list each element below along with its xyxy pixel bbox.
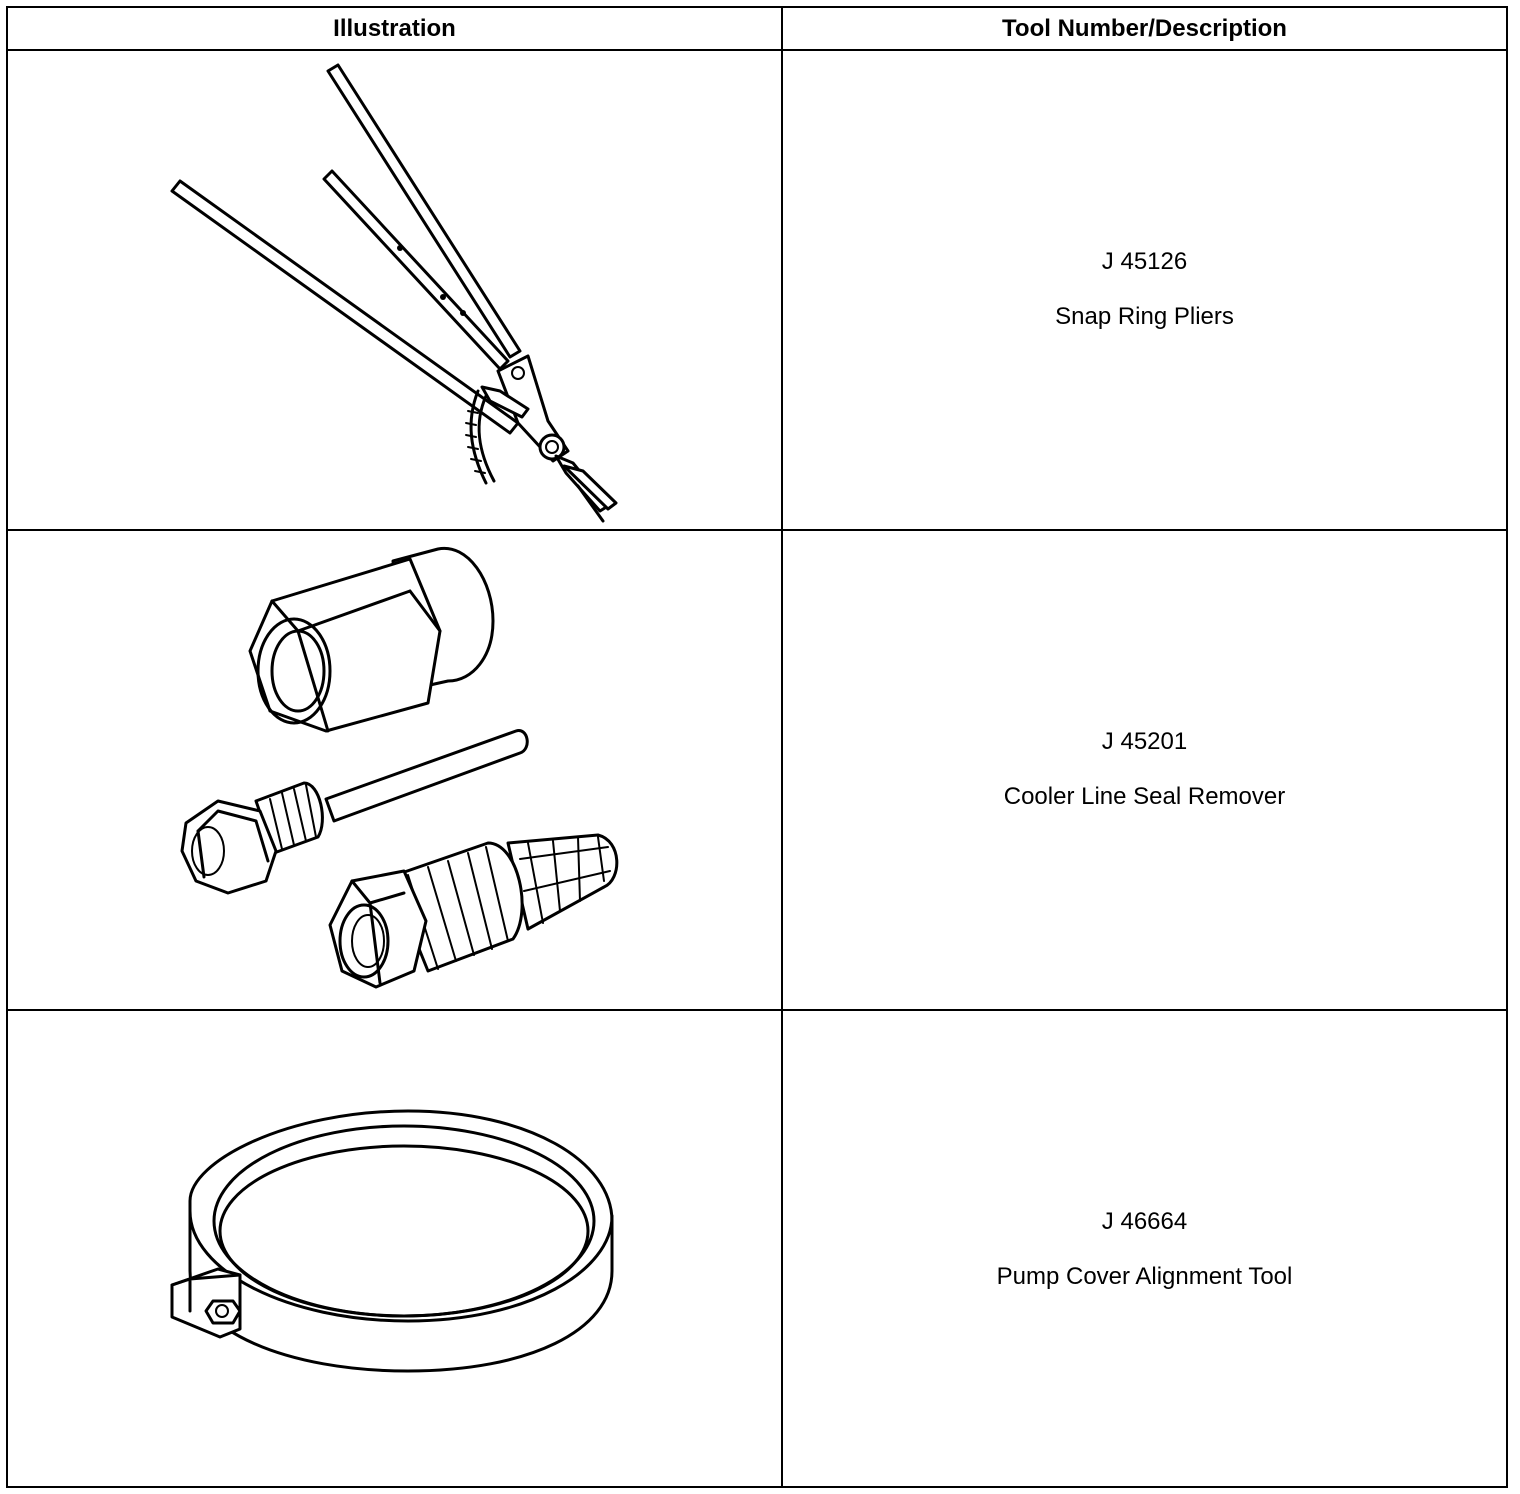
- description-cell: [783, 531, 1506, 1009]
- table-row: [8, 51, 1506, 531]
- illustration-cell: [8, 531, 783, 1009]
- tool-description: Cooler Line Seal Remover: [1003, 783, 1286, 810]
- description-cell: [783, 1011, 1506, 1488]
- snap-ring-pliers-icon: [8, 51, 781, 529]
- header-illustration: Illustration: [8, 8, 783, 49]
- tool-number: J 45126: [1101, 248, 1188, 275]
- table-row: [8, 531, 1506, 1011]
- tool-description: Snap Ring Pliers: [1055, 303, 1234, 330]
- tool-number: J 45201: [1101, 728, 1188, 755]
- table-row: [8, 1011, 1506, 1488]
- tool-table: [6, 6, 1508, 1488]
- pump-cover-alignment-tool-icon: [8, 1011, 781, 1488]
- tool-description: Pump Cover Alignment Tool: [996, 1263, 1293, 1290]
- table-header-row: [8, 8, 1506, 51]
- illustration-cell: [8, 1011, 783, 1488]
- description-cell: [783, 51, 1506, 529]
- cooler-line-seal-remover-icon: [8, 531, 781, 1009]
- tool-number: J 46664: [1101, 1208, 1188, 1235]
- illustration-cell: [8, 51, 783, 529]
- header-tool-number-description: Tool Number/Description: [1002, 14, 1287, 42]
